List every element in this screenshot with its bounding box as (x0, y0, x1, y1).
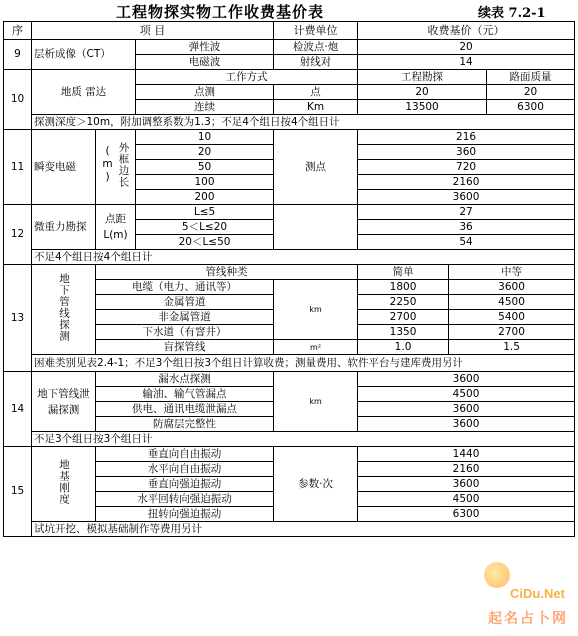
price-cell: 1.0 (358, 340, 449, 355)
sub-header: 路面质量 (487, 70, 575, 85)
unit-cell: Km (274, 100, 358, 115)
row-seq: 15 (4, 447, 32, 537)
row-note: 不足3个组日按3个组日计 (32, 432, 575, 447)
table-row (4, 205, 575, 220)
price-cell: 54 (358, 235, 575, 250)
sub-item: 5＜L≤20 (136, 220, 274, 235)
price-cell: 2700 (358, 310, 449, 325)
sub-header: 简单 (358, 265, 449, 280)
row-item-name: 地下管线泄漏探测 (32, 372, 96, 432)
header-item: 项 目 (32, 22, 274, 40)
table-row (4, 447, 575, 462)
price-cell: 2160 (358, 462, 575, 477)
price-cell: 1800 (358, 280, 449, 295)
row-note: 探测深度＞10m，附加调整系数为1.3；不足4个组日按4个组日计 (32, 115, 575, 130)
price-cell: 3600 (449, 280, 575, 295)
group-label: 点距 L(m) (96, 205, 136, 250)
title-bar (0, 0, 578, 20)
fee-table (3, 21, 575, 537)
sub-item: 防腐层完整性 (96, 417, 274, 432)
unit-cell (274, 205, 358, 250)
price-cell: 3600 (358, 372, 575, 387)
price-cell: 20 (358, 40, 575, 55)
table-row (4, 432, 575, 447)
unit-cell: 参数·次 (274, 447, 358, 522)
unit-cell: km (274, 372, 358, 432)
sub-item: 水平回转向强迫振动 (96, 492, 274, 507)
unit-cell: 点 (274, 85, 358, 100)
row-item-name: 地基刚度 (32, 447, 96, 522)
sub-item: 100 (136, 175, 274, 190)
sub-item: 水平向自由振动 (96, 462, 274, 477)
sub-item: 漏水点探测 (96, 372, 274, 387)
price-cell: 6300 (487, 100, 575, 115)
sub-item: 垂直向自由振动 (96, 447, 274, 462)
sub-item: 电缆（电力、通讯等） (96, 280, 274, 295)
sub-item: 20 (136, 145, 274, 160)
watermark-logo-icon (484, 562, 510, 588)
sub-item: 点测 (136, 85, 274, 100)
unit-cell: 检波点·炮 (274, 40, 358, 55)
price-cell: 36 (358, 220, 575, 235)
table-header (4, 22, 575, 40)
row-item-name: 微重力勘探 (32, 205, 96, 250)
row-seq: 11 (4, 130, 32, 205)
sub-item: 弹性波 (136, 40, 274, 55)
sub-item: 非金属管道 (96, 310, 274, 325)
price-cell: 720 (358, 160, 575, 175)
price-cell: 4500 (358, 492, 575, 507)
table-row (4, 115, 575, 130)
price-cell: 14 (358, 55, 575, 70)
sub-item: 10 (136, 130, 274, 145)
price-cell: 1.5 (449, 340, 575, 355)
price-cell: 13500 (358, 100, 487, 115)
sub-header: 中等 (449, 265, 575, 280)
table-row (4, 70, 575, 85)
table-title: 工程物探实物工作收费基价表 (116, 3, 325, 21)
header-unit: 计费单位 (274, 22, 358, 40)
table-row (4, 522, 575, 537)
unit-cell: 射线对 (274, 55, 358, 70)
sub-item: 供电、通讯电缆泄漏点 (96, 402, 274, 417)
price-cell: 3600 (358, 417, 575, 432)
row-item-name: 层析成像（CT） (32, 40, 136, 70)
price-cell: 3600 (358, 402, 575, 417)
sub-header: 工程勘探 (358, 70, 487, 85)
price-cell: 1440 (358, 447, 575, 462)
row-item-name: 地下管线探测 (32, 265, 96, 355)
table-row (4, 250, 575, 265)
row-note: 试坑开挖、模拟基础制作等费用另计 (32, 522, 575, 537)
price-cell: 27 (358, 205, 575, 220)
sub-item: 输油、输气管漏点 (96, 387, 274, 402)
price-cell: 4500 (449, 295, 575, 310)
sub-item: 200 (136, 190, 274, 205)
price-cell: 216 (358, 130, 575, 145)
table-row (4, 265, 575, 280)
row-note: 不足4个组日按4个组日计 (32, 250, 575, 265)
sub-item: 盲探管线 (96, 340, 274, 355)
sub-item: 50 (136, 160, 274, 175)
sub-item: 扭转向强迫振动 (96, 507, 274, 522)
price-cell: 5400 (449, 310, 575, 325)
sub-item: 连续 (136, 100, 274, 115)
row-seq: 14 (4, 372, 32, 447)
row-seq: 9 (4, 40, 32, 70)
table-row (4, 372, 575, 387)
price-cell: 3600 (358, 190, 575, 205)
row-seq: 10 (4, 70, 32, 130)
price-cell: 2700 (449, 325, 575, 340)
group-label: 外框边长(m) (96, 130, 136, 205)
watermark-text: 起名占卜网 (488, 611, 568, 627)
row-note: 困难类别见表2.4-1；不足3个组日按3个组日计算收费；测量费用、软件平台与建库费用另计 (32, 355, 575, 372)
header-price: 收费基价（元） (358, 22, 575, 40)
unit-cell: m² (274, 340, 358, 355)
table-row (4, 130, 575, 145)
sub-item: 下水道（有窨井） (96, 325, 274, 340)
header-seq: 序 (4, 22, 32, 40)
table-row (4, 40, 575, 55)
unit-cell: km (274, 280, 358, 340)
unit-cell: 测点 (274, 130, 358, 205)
price-cell: 4500 (358, 387, 575, 402)
sub-header: 管线种类 (96, 265, 358, 280)
watermark-site: CiDu.Net (510, 586, 565, 601)
sub-item: 金属管道 (96, 295, 274, 310)
row-seq: 13 (4, 265, 32, 372)
sub-item: 垂直向强迫振动 (96, 477, 274, 492)
price-cell: 2160 (358, 175, 575, 190)
price-cell: 2250 (358, 295, 449, 310)
sub-item: L≤5 (136, 205, 274, 220)
watermark (482, 560, 576, 632)
sub-header: 工作方式 (136, 70, 358, 85)
price-cell: 20 (358, 85, 487, 100)
row-item-name: 地质 雷达 (32, 70, 136, 115)
sub-item: 20＜L≤50 (136, 235, 274, 250)
price-cell: 360 (358, 145, 575, 160)
price-cell: 1350 (358, 325, 449, 340)
table-number: 续表 7.2-1 (478, 6, 546, 21)
price-cell: 20 (487, 85, 575, 100)
table-row (4, 355, 575, 372)
price-cell: 3600 (358, 477, 575, 492)
sub-item: 电磁波 (136, 55, 274, 70)
row-seq: 12 (4, 205, 32, 265)
price-cell: 6300 (358, 507, 575, 522)
row-item-name: 瞬变电磁 (32, 130, 96, 205)
